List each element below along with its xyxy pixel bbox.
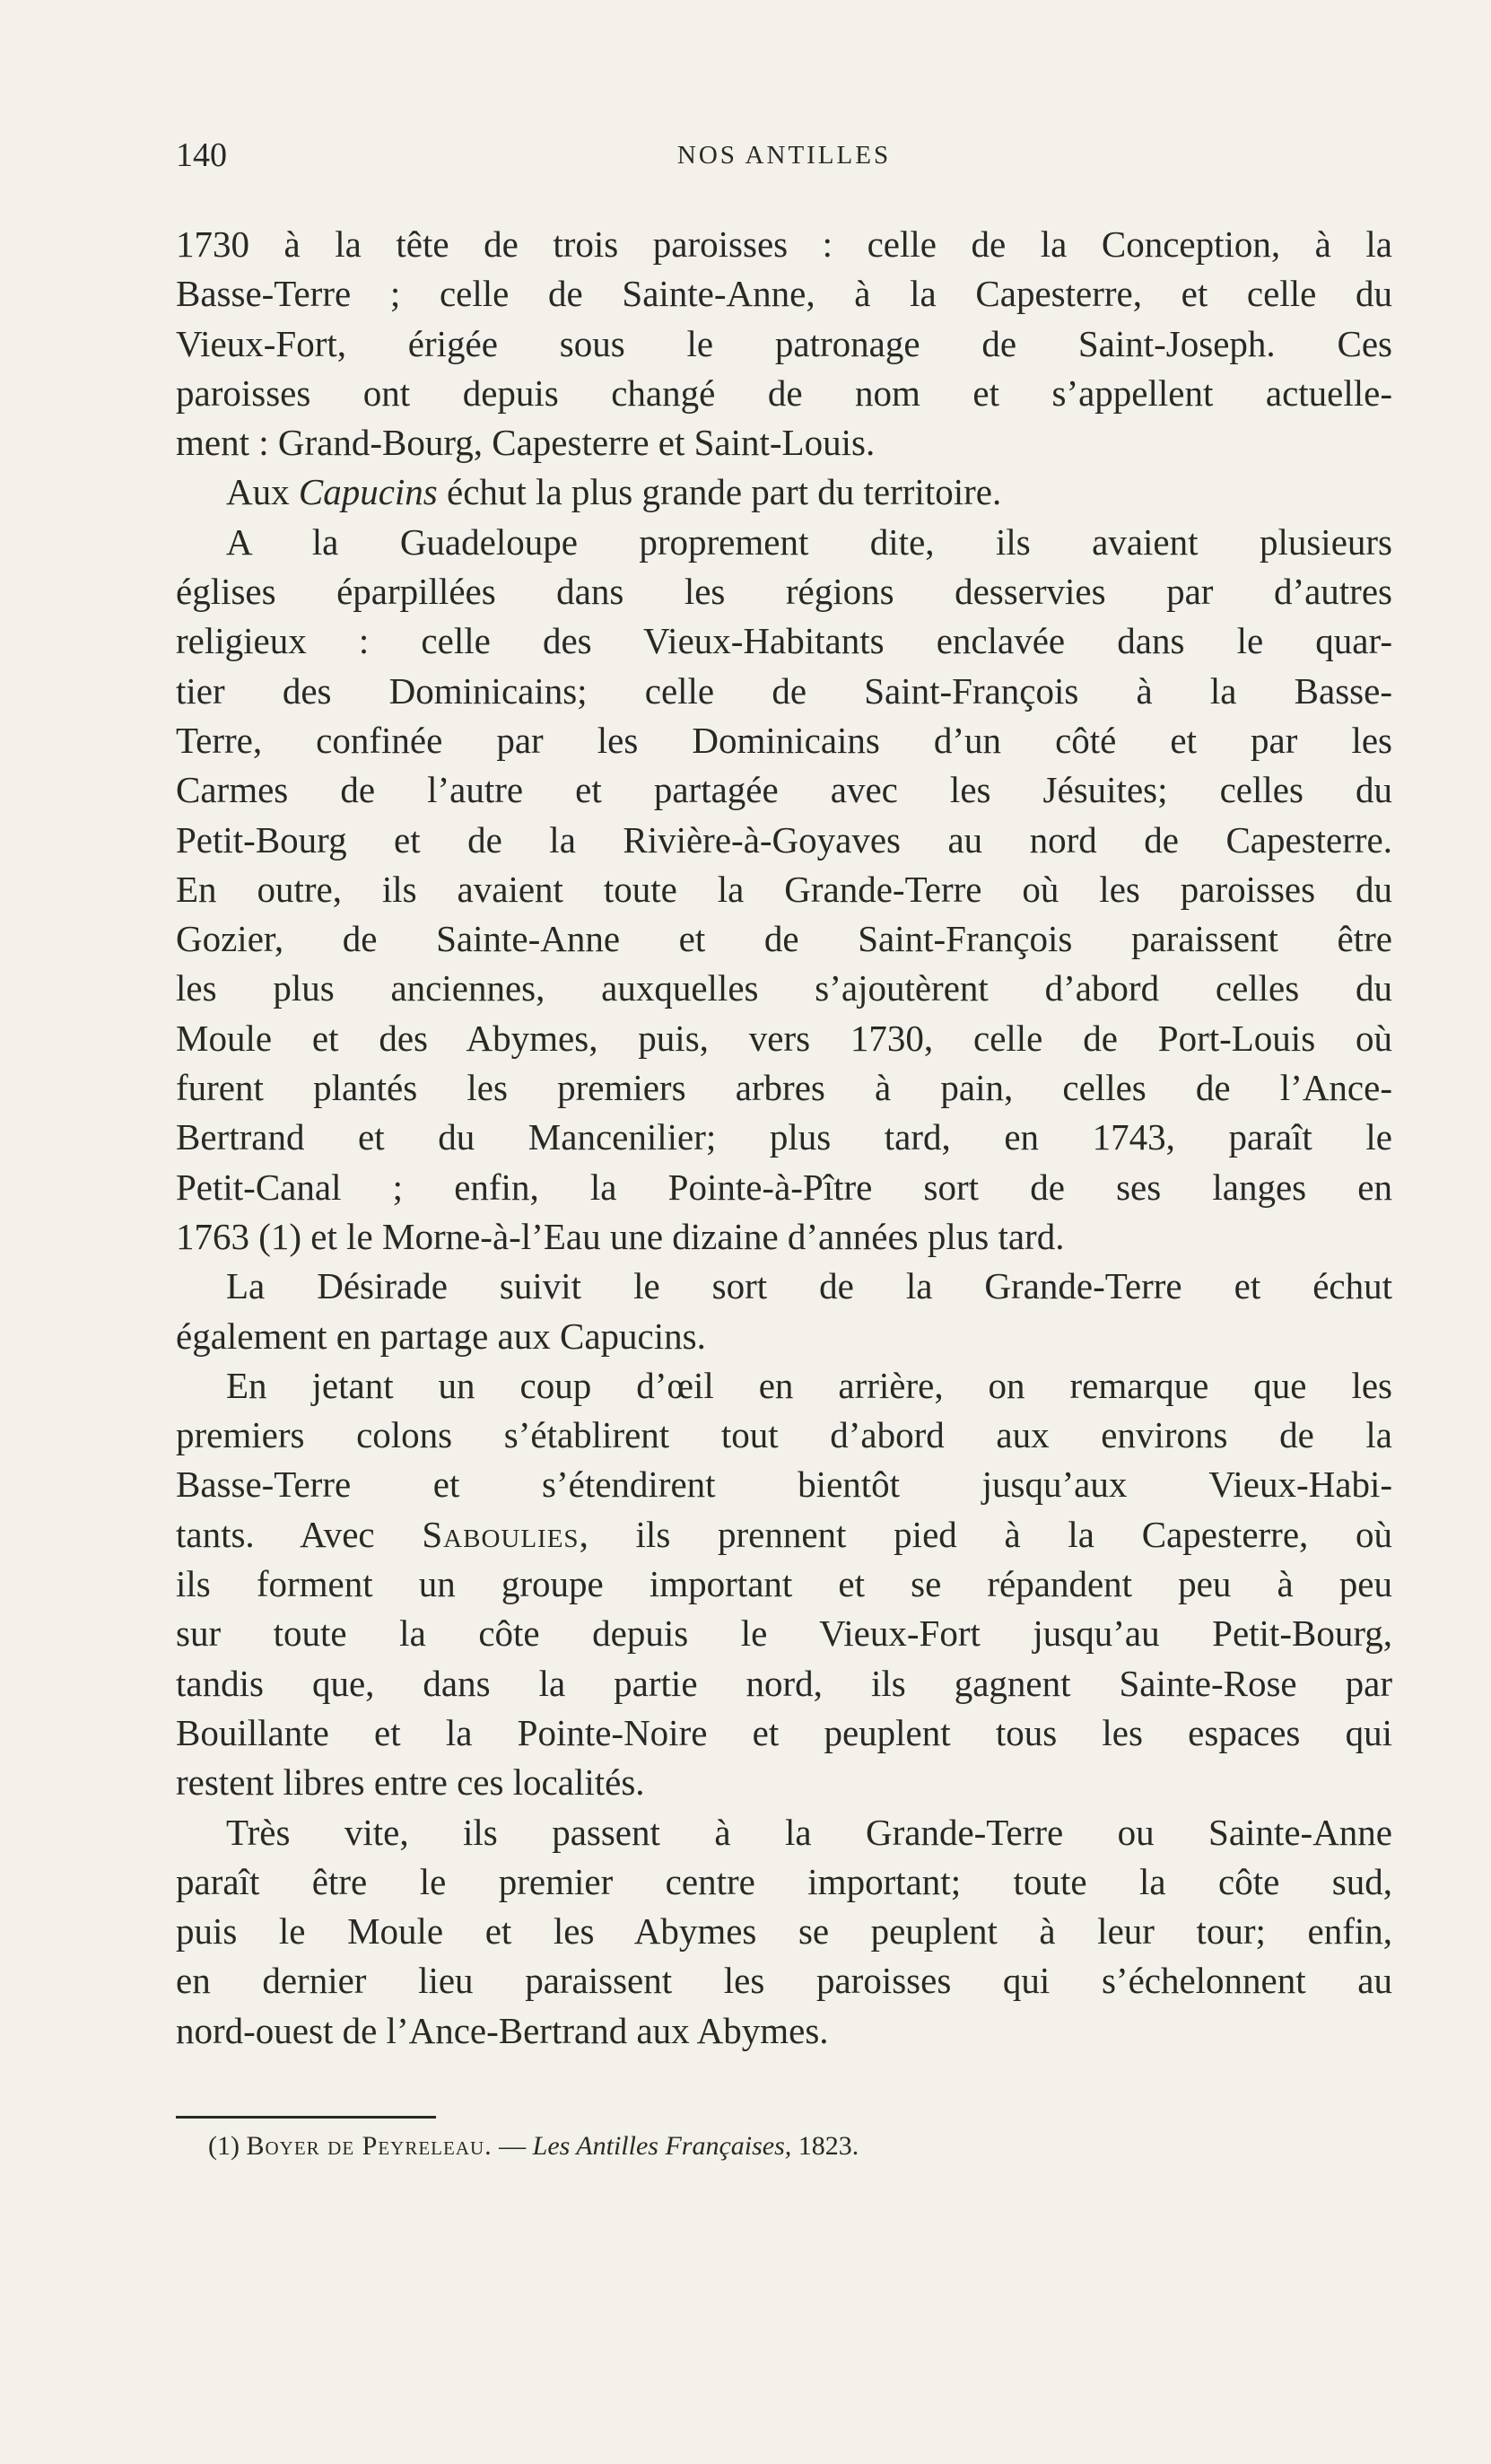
text-fragment: échut la plus grande part du territoire.: [447, 471, 1002, 513]
text-line: La Désirade suivit le sort de la Grande-Terre et échut: [226, 1265, 1392, 1307]
text-line: les plus anciennes, auxquelles s’ajoutèrent d’abord celles du: [176, 967, 1392, 1009]
footnote-divider: [176, 2116, 436, 2119]
text-line: Terre, confinée par les Dominicains d’un côté et par les: [176, 719, 1392, 761]
footnote-author: Boyer de Peyreleau.: [246, 2131, 493, 2161]
text-line: Bertrand et du Mancenilier; plus tard, en 1743, paraît le: [176, 1116, 1392, 1158]
page-number: 140: [176, 136, 227, 174]
smallcaps-name: Saboulies: [422, 1513, 580, 1555]
text-line: [176, 1510, 1392, 1560]
text-line: paraît être le premier centre important; toute la côte sud,: [176, 1860, 1392, 1902]
text-line: Basse-Terre ; celle de Sainte-Anne, à la Capesterre, et celle du: [176, 273, 1392, 315]
text-line: tandis que, dans la partie nord, ils gagnent Sainte-Rose par: [176, 1662, 1392, 1704]
text-line: Petit-Canal ; enfin, la Pointe-à-Pître sort de ses langes en: [176, 1166, 1392, 1208]
page-header: [176, 133, 1392, 178]
text-line: 1763 (1) et le Morne-à-l’Eau une dizaine d’années plus tard.: [176, 1215, 1065, 1257]
text-fragment: , ils prennent pied à la Capesterre, où: [579, 1513, 1392, 1555]
text-line: A la Guadeloupe proprement dite, ils avaient plusieurs: [226, 520, 1392, 563]
footnote: [208, 2127, 1392, 2166]
text-line: restent libres entre ces localités.: [176, 1761, 645, 1804]
paragraph-4: [176, 1262, 1392, 1361]
paragraph-5: [176, 1361, 1392, 1808]
text-line: Moule et des Abymes, puis, vers 1730, celle de Port-Louis où: [176, 1017, 1392, 1059]
text-line: En outre, ils avaient toute la Grande-Terre où les paroisses du: [176, 868, 1392, 910]
footnote-year: 1823.: [798, 2131, 859, 2161]
text-line: religieux : celle des Vieux-Habitants enclavée dans le quar-: [176, 620, 1392, 662]
text-line: Bouillante et la Pointe-Noire et peuplent tous les espaces qui: [176, 1711, 1392, 1753]
footnote-marker: (1): [208, 2131, 240, 2161]
italic-word: Capucins: [298, 471, 438, 513]
text-line: En jetant un coup d’œil en arrière, on remarque que les: [226, 1364, 1392, 1406]
footnote-title: Les Antilles Françaises,: [532, 2131, 792, 2161]
paragraph-1: [176, 220, 1392, 467]
text-line: églises éparpillées dans les régions desservies par d’autres: [176, 571, 1392, 613]
text-line: nord-ouest de l’Ance-Bertrand aux Abymes.: [176, 2009, 829, 2051]
text-line: ils forment un groupe important et se répandent peu à peu: [176, 1563, 1392, 1605]
text-line: 1730 à la tête de trois paroisses : celle de la Conception, à la: [176, 223, 1392, 265]
text-line: Très vite, ils passent à la Grande-Terre ou Sainte-Anne: [226, 1811, 1392, 1853]
text-line: en dernier lieu paraissent les paroisses qui s’échelonnent au: [176, 1960, 1392, 2002]
text-fragment: tants. Avec: [176, 1513, 375, 1555]
footnote-dash: —: [499, 2131, 527, 2161]
text-line: premiers colons s’établirent tout d’abord aux environs de la: [176, 1414, 1392, 1456]
body-text: [176, 220, 1392, 2056]
text-line: sur toute la côte depuis le Vieux-Fort jusqu’au Petit-Bourg,: [176, 1612, 1392, 1655]
text-line: Gozier, de Sainte-Anne et de Saint-François paraissent être: [176, 918, 1392, 960]
paragraph-6: [176, 1808, 1392, 2056]
text-line: Carmes de l’autre et partagée avec les Jésuites; celles du: [176, 769, 1392, 811]
text-line: ment : Grand-Bourg, Capesterre et Saint-Louis.: [176, 422, 876, 464]
text-line: paroisses ont depuis changé de nom et s’appellent actuelle-: [176, 371, 1392, 414]
text-line: également en partage aux Capucins.: [176, 1315, 706, 1357]
text-line: Vieux-Fort, érigée sous le patronage de Saint-Joseph. Ces: [176, 322, 1392, 364]
text-line: Basse-Terre et s’étendirent bientôt jusqu’aux Vieux-Habi-: [176, 1464, 1392, 1506]
text-line: tier des Dominicains; celle de Saint-François à la Basse-: [176, 669, 1392, 712]
text-line: [176, 467, 1392, 517]
text-line: puis le Moule et les Abymes se peuplent à leur tour; enfin,: [176, 1910, 1392, 1953]
paragraph-3: [176, 518, 1392, 1262]
paragraph-2: [176, 467, 1392, 517]
running-title: NOS ANTILLES: [676, 141, 892, 170]
text-line: Petit-Bourg et de la Rivière-à-Goyaves au nord de Capesterre.: [176, 818, 1392, 861]
text-line: furent plantés les premiers arbres à pain, celles de l’Ance-: [176, 1067, 1392, 1109]
text-fragment: Aux: [226, 471, 290, 513]
